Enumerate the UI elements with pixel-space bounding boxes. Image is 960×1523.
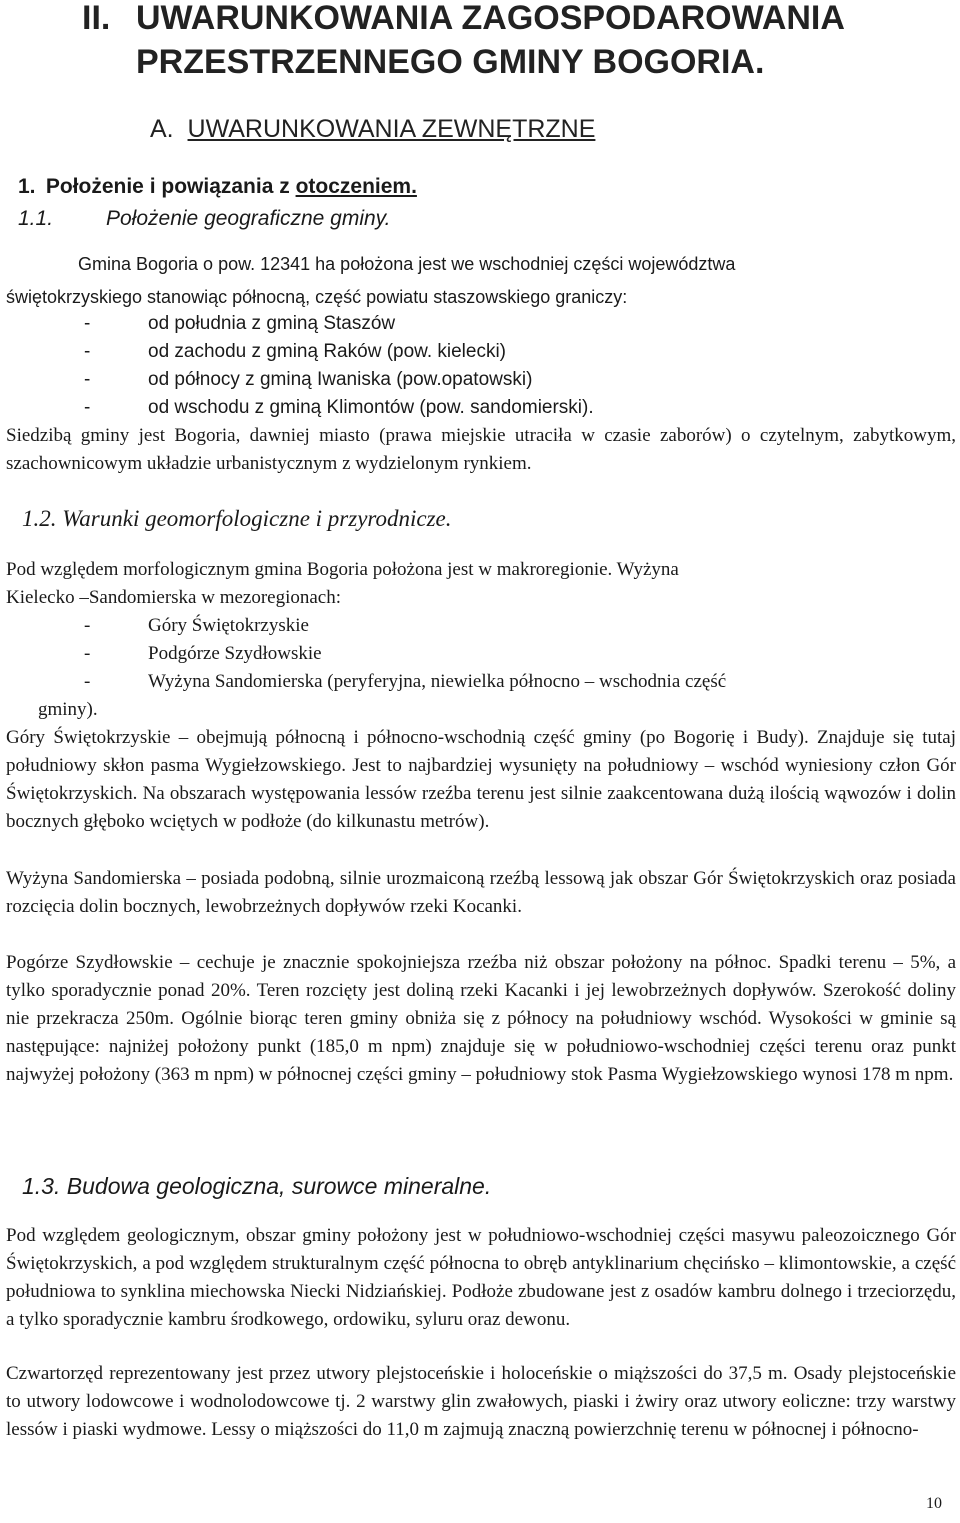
document-page: II. UWARUNKOWANIA ZAGOSPODAROWANIA PRZESTRZENNEGO GMINY BOGORIA. A. UWARUNKOWANIA ZEWNĘTRZNE 1. Położenie i powiązania z otoczeniem. 1.1. Położenie geograficzne gminy. Gmina Bogoria o pow. 12341 ha położona jest we wschodniej części województwa świętokrzyskiego stanowiąc północną, część powiatu staszowskiego graniczy: - od południa z gminą Staszów - od zachodu z gminą Raków (pow. kielecki) - od północy z gminą Iwaniska (pow.opatowski) - od wschodu z gminą Klimontów (pow. sandomierski). Siedzibą gminy jest Bogoria, dawniej miasto (prawa miejskie utraciła w czasie zaborów) o czytelnym, zabytkowym, szachownicowym układzie urbanistycznym z wydzielonym rynkiem. 1.2. Warunki geomorfologiczne i przyrodnicze. Pod względem morfologicznym gmina Bogoria położona jest w makroregionie. Wyżyna Kielecko –Sandomierska w mezoregionach: - Góry Świętokrzyskie - Podgórze Szydłowskie - Wyżyna Sandomierska (peryferyjna, niewielka północno – wschodnia część gminy). Góry Świętokrzyskie – obejmują północną i północno-wschodnią część gminy (po Bogorię i Budy). Znajduje się tutaj południowy skłon pasma Wygiełzowskiego. Jest to najbardziej wysunięty na południowy – wschód wyniesiony człon Gór Świętokrzyskich. Na obszarach występowania lessów rzeźba terenu jest silnie zaakcentowana dużą ilością wąwozów i dolin bocznych głęboko wciętych w podłoże (do kilkunastu metrów). Wyżyna Sandomierska – posiada podobną, silnie urozmaiconą rzeźbą lessową jak obszar Gór Świętokrzyskich oraz posiada rozcięcia dolin bocznych, lewobrzeżnych dopływów rzeki Kocanki. Pogórze Szydłowskie – cechuje je znacznie spokojniejsza rzeźba niż obszar położony na północ. Spadki terenu – 5%, a tylko sporadycznie ponad 20%. Teren rozcięty jest doliną rzeki Kacanki i jej lewobrzeżnych dopływów. Szerokość doliny nie przekracza 250m. Ogólnie biorąc teren gminy obniża się z północy na południowy wschód. Wysokości w gminie są następujące: najniżej położony punkt (185,0 m npm) znajduje się w południowo-wschodniej części terenu oraz punkt najwyżej położony (363 m npm) w północnej części gminy – południowy stok Pasma Wygiełzowskiego wynosi 178 m npm. 1.3. Budowa geologiczna, surowce mineralne. Pod względem geologicznym, obszar gminy położony jest w południowo-wschodniej części masywu paleozoicznego Gór Świętokrzyskich, a pod względem strukturalnym część północna to obręb antyklinarium chęcińsko – klimontowskie, a część południowa to synklina miechowska Niecki Nidziańskiej. Podłoże zbudowane jest z osadów kambru dolnego i trzeciorzędu, a tylko sporadycznie kambru środkowego, ordowiku, syluru oraz dewonu. Czwartorzęd reprezentowany jest przez utwory plejstoceńskie i holoceńskie o miąższości do 37,5 m. Osady plejstoceńskie to utwory lodowcowe i wodnolodowcowe tj. 2 warstwy glin zwałowych, piaski i żwiry oraz utwory eoliczne: trzy warstwy lessów i piaski wydmowe. Lessy o miąższości do 11,0 m zajmują znaczną powierzchnię terenu w północnej i północno- 10 xyxy=(0,0,960,1523)
section-1-1-heading xyxy=(18,204,390,234)
chapter-title-line-2: PRZESTRZENNEGO GMINY BOGORIA. xyxy=(136,43,765,81)
section-1-title: Położenie i powiązania z xyxy=(45,175,296,198)
page-number: 10 xyxy=(926,1495,942,1512)
upland-paragraph: Wyżyna Sandomierska – posiada podobną, silnie urozmaiconą rzeźbą lessową jak obszar Gór Świętokrzyskich oraz posiada rozcięcia dolin bocznych, lewobrzeżnych dopływów rzeki Kocanki. xyxy=(6,868,956,917)
section-1-3-title: Budowa geologiczna, surowce mineralne. xyxy=(66,1173,492,1199)
morph-intro-line-1: Pod względem morfologicznym gmina Bogoria położona jest w makroregionie. Wyżyna xyxy=(6,559,679,580)
section-1-2-title: Warunki geomorfologiczne i przyrodnicze. xyxy=(62,506,452,531)
chapter-title xyxy=(82,0,845,84)
foothills-paragraph: Pogórze Szydłowskie – cechuje je znacznie spokojniejsza rzeźba niż obszar położony na północ. Spadki terenu – 5%, a tylko sporadycznie ponad 20%. Teren rozcięty jest doliną rzeki Kacanki i jej lewobrzeżnych dopływów. Szerokość doliny nie przekracza 250m. Ogólnie biorąc teren gminy obniża się z północy na południowy wschód. Wysokości w gminie są następujące: najniżej położony punkt (185,0 m npm) znajduje się w południowo-wschodniej części terenu oraz punkt najwyżej położony (363 m npm) w północnej części gminy – południowy stok Pasma Wygiełzowskiego wynosi 178 m npm. xyxy=(6,952,956,1085)
section-1-3-number: 1.3. xyxy=(22,1173,61,1199)
chapter-number: II. xyxy=(82,0,111,37)
section-1-heading xyxy=(18,172,417,202)
intro-line-2: świętokrzyskiego stanowiąc północną, część powiatu staszowskiego graniczy: xyxy=(6,287,628,307)
part-prefix: A. xyxy=(150,115,174,143)
chapter-title-line-1: UWARUNKOWANIA ZAGOSPODAROWANIA xyxy=(136,0,845,37)
morph-intro-line-2: Kielecko –Sandomierska w mezoregionach: xyxy=(6,587,342,608)
regions-tail: gminy). xyxy=(38,699,98,720)
intro-line-1: Gmina Bogoria o pow. 12341 ha położona jest we wschodniej części województwa xyxy=(78,254,736,274)
section-1-number: 1. xyxy=(18,175,36,198)
section-1-title-underlined: otoczeniem. xyxy=(295,175,417,198)
quaternary-paragraph: Czwartorzęd reprezentowany jest przez utwory plejstoceńskie i holoceńskie o miąższości do 37,5 m. Osady plejstoceńskie to utwory lodowcowe i wodnolodowcowe tj. 2 warstwy glin zwałowych, piaski i żwiry oraz utwory eoliczne: trzy warstwy lessów i piaski wydmowe. Lessy o miąższości do 11,0 m zajmują znaczną powierzchnię terenu w północnej i północno- xyxy=(6,1363,956,1440)
section-1-1-number: 1.1. xyxy=(18,207,54,230)
seat-paragraph: Siedzibą gminy jest Bogoria, dawniej miasto (prawa miejskie utraciła w czasie zaborów) o czytelnym, zabytkowym, szachownicowym układzie urbanistycznym z wydzielonym rynkiem. xyxy=(6,425,956,474)
part-title: UWARUNKOWANIA ZEWNĘTRZNE xyxy=(187,115,596,143)
section-1-2-heading xyxy=(22,503,452,535)
section-1-2-number: 1.2. xyxy=(22,506,57,531)
mountains-paragraph: Góry Świętokrzyskie – obejmują północną i północno-wschodnią część gminy (po Bogorię i Budy). Znajduje się tutaj południowy skłon pasma Wygiełzowskiego. Jest to najbardziej wysunięty na południowy – wschód wyniesiony człon Gór Świętokrzyskich. Na obszarach występowania lessów rzeźba terenu jest silnie zaakcentowana dużą ilością wąwozów i dolin bocznych głęboko wciętych w podłoże (do kilkunastu metrów). xyxy=(6,727,956,832)
section-1-3-heading xyxy=(22,1170,491,1202)
geology-paragraph: Pod względem geologicznym, obszar gminy położony jest w południowo-wschodniej części masywu paleozoicznego Gór Świętokrzyskich, a pod względem strukturalnym część północna to obręb antyklinarium chęcińsko – klimontowskie, a część południowa to synklina miechowska Niecki Nidziańskiej. Podłoże zbudowane jest z osadów kambru dolnego i trzeciorzędu, a tylko sporadycznie kambru środkowego, ordowiku, syluru oraz dewonu. xyxy=(6,1225,956,1330)
part-heading xyxy=(150,112,595,146)
section-1-1-title: Położenie geograficzne gminy. xyxy=(106,207,391,230)
